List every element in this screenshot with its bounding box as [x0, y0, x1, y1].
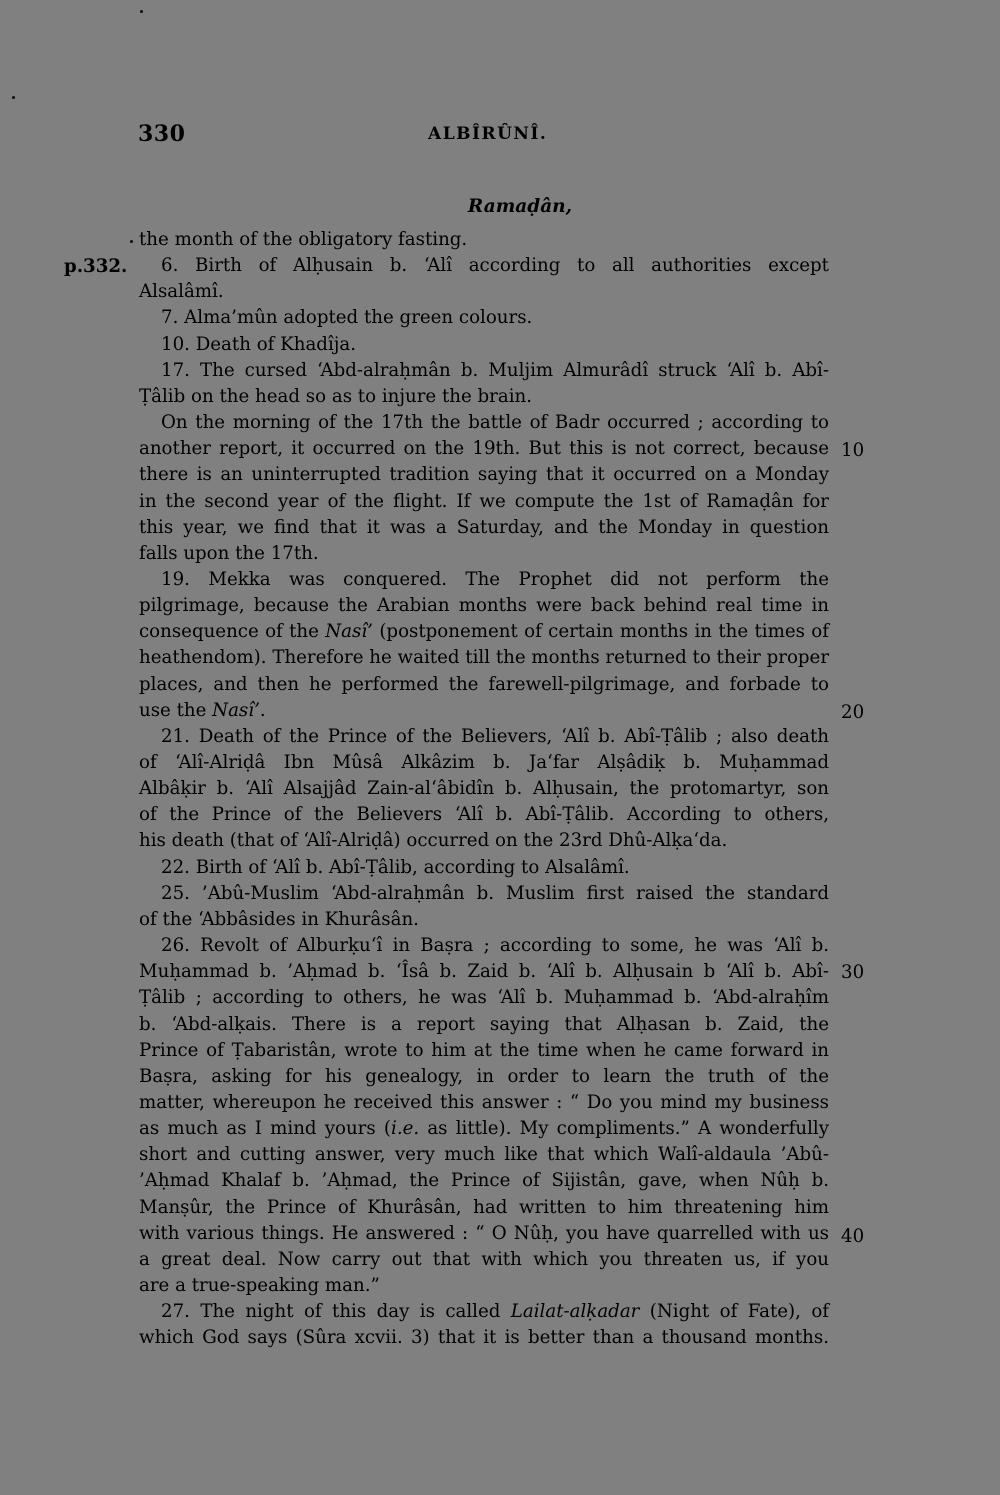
text-line: are a true-speaking man.”	[139, 1275, 380, 1296]
text-line: 7. Alma’mûn adopted the green colours.	[161, 307, 533, 329]
text-line: Ṭâlib ; according to others, he was ‘Alî b. Muḥammad b. ‘Abd-alraḥîm	[139, 987, 829, 1009]
text-line: Alsalâmî.	[139, 281, 224, 303]
text-line: with various things. He answered : “ O Nûḥ, you have quarrelled with us	[139, 1222, 829, 1244]
italic-term: Nasî’	[212, 699, 260, 721]
text-line: 22. Birth of ‘Alî b. Abî-Ṭâlib, according to Alsalâmî.	[161, 856, 630, 878]
text-line: the month of the obligatory fasting.	[139, 229, 468, 250]
text-line: consequence of the Nasî’ (postponement of certain months in the times of	[139, 621, 829, 643]
italic-term: Lailat-alḳadar	[510, 1301, 640, 1323]
text-line: 25. ’Abû-Muslim ‘Abd-alraḥmân b. Muslim first raised the standard	[161, 882, 829, 904]
text-line: heathendom). Therefore he waited till the months returned to their proper	[139, 647, 830, 669]
page-number: 330	[138, 121, 186, 147]
text-line: 10. Death of Khadîja.	[161, 333, 357, 355]
text-line: there is an uninterrupted tradition saying that it occurred on a Monday	[139, 464, 829, 486]
section-title: Ramaḍân,	[467, 196, 573, 217]
text-line: short and cutting answer, very much like that which Walî-aldaula ’Abû-	[139, 1144, 829, 1166]
text-line: another report, it occurred on the 19th. But this is not correct, because	[139, 438, 829, 460]
line-number-40: 40	[841, 1226, 865, 1247]
text-line: On the morning of the 17th the battle of Badr occurred ; according to	[161, 412, 829, 433]
text-line: Ṭâlib on the head so as to injure the brain.	[139, 385, 533, 407]
text-line: ’Aḥmad Khalaf b. ’Aḥmad, the Prince of Sijistân, gave, when Nûḥ b.	[139, 1170, 829, 1192]
text-line: Albâḳir b. ‘Alî Alsajjâd Zain-al‘âbidîn b. Alḥusain, the protomartyr, son	[139, 778, 829, 800]
line-number-30: 30	[841, 962, 865, 983]
text-line: of the Prince of the Believers ‘Alî b. Abî-Ṭâlib. According to others,	[139, 804, 829, 826]
text-line: falls upon the 17th.	[139, 542, 319, 564]
speck-mark	[140, 10, 143, 13]
text-line: in the second year of the flight. If we compute the 1st of Ramaḍân for	[139, 490, 829, 512]
text-line: 6. Birth of Alḥusain b. ‘Alî according to all authorities except	[161, 255, 829, 277]
text-line: places, and then he performed the farewell-pilgrimage, and forbade to	[139, 673, 829, 695]
text-line: as much as I mind yours (i.e. as little). My compliments.” A wonderfully	[139, 1118, 829, 1140]
italic-term: Nasî’	[325, 621, 373, 643]
line-number-20: 20	[841, 702, 865, 723]
line-number-10: 10	[841, 440, 865, 461]
italic-term: i.e.	[391, 1118, 420, 1140]
text-line: 27. The night of this day is called Lailat-alḳadar (Night of Fate), of	[161, 1301, 830, 1323]
text-line: b. ‘Abd-alḳais. There is a report saying that Alḥasan b. Zaid, the	[139, 1013, 829, 1035]
text-line: Prince of Ṭabaristân, wrote to him at the time when he came forward in	[139, 1039, 829, 1061]
text-line: 26. Revolt of Alburḳu‘î in Baṣra ; according to some, he was ‘Alî b.	[161, 935, 829, 956]
text-line: 19. Mekka was conquered. The Prophet did not perform the	[161, 569, 829, 590]
text-line: a great deal. Now carry out that with which you threaten us, if you	[139, 1248, 829, 1270]
text-line: Manṣûr, the Prince of Khurâsân, had written to him threatening him	[139, 1196, 829, 1218]
text-line: his death (that of ‘Alî-Alriḍâ) occurred on the 23rd Dhû-Alḳa‘da.	[139, 830, 728, 852]
text-line: 17. The cursed ‘Abd-alraḥmân b. Muljim Almurâdî struck ‘Alî b. Abî-	[161, 359, 829, 381]
running-head: ALBÎRÛNÎ.	[428, 124, 548, 144]
text-line: which God says (Sûra xcvii. 3) that it is better than a thousand months.	[139, 1327, 829, 1349]
text-line: Muḥammad b. ’Aḥmad b. ‘Îsâ b. Zaid b. ‘Alî b. Alḥusain b ‘Alî b. Abî-	[139, 961, 829, 983]
text-line: pilgrimage, because the Arabian months were back behind real time in	[139, 595, 829, 617]
text-line: this year, we find that it was a Saturday, and the Monday in question	[139, 516, 829, 538]
text-line: of the ‘Abbâsides in Khurâsân.	[139, 908, 419, 930]
speck-mark	[130, 240, 133, 243]
text-line: Baṣra, asking for his genealogy, in order to learn the truth of the	[139, 1065, 829, 1087]
text-line: matter, whereupon he received this answer : “ Do you mind my business	[139, 1091, 829, 1113]
text-line: use the Nasî’.	[139, 699, 266, 721]
speck-mark	[12, 96, 15, 99]
text-line: 21. Death of the Prince of the Believers, ‘Alî b. Abî-Ṭâlib ; also death	[161, 725, 829, 747]
text-line: of ‘Alî-Alriḍâ Ibn Mûsâ Alkâzim b. Ja‘far Alṣâdiḳ b. Muḥammad	[139, 752, 829, 773]
margin-page-reference: p.332.	[64, 256, 128, 277]
